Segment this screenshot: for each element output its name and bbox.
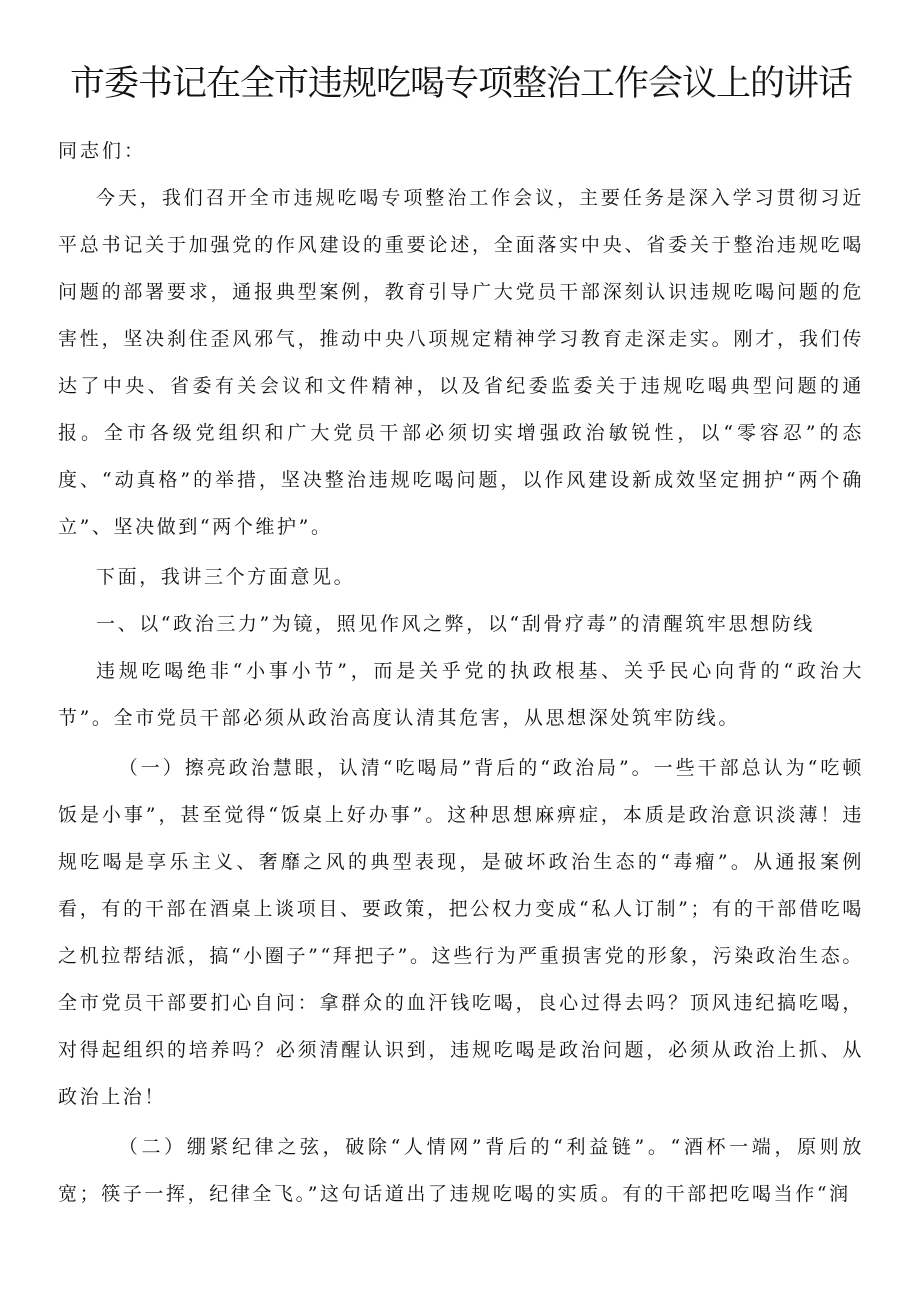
paragraph-outline: 下面，我讲三个方面意见。 (96, 566, 356, 588)
salutation: 同志们： (58, 140, 147, 162)
paragraph-section-one-lead: 违规吃喝绝非“小事小节”，而是关乎党的执政根基、关乎民心向背的“政治大节”。全市党员干部必须从政治高度认清其危害，从思想深处筑牢防线。 (58, 660, 864, 729)
paragraph-subsection-two: （二）绷紧纪律之弦，破除“人情网”背后的“利益链”。“酒杯一端，原则放宽；筷子一挥，纪律全飞。”这句话道出了违规吃喝的实质。有的干部把吃喝当作“润 (58, 1136, 864, 1205)
paragraph-subsection-one: （一）擦亮政治慧眼，认清“吃喝局”背后的“政治局”。一些干部总认为“吃顿饭是小事”，甚至觉得“饭桌上好办事”。这种思想麻痹症，本质是政治意识淡薄！违规吃喝是享乐主义、奢靡之风的典型表现，是破坏政治生态的“毒瘤”。从通报案例看，有的干部在酒桌上谈项目、要政策，把公权力变成“私人订制”；有的干部借吃喝之机拉帮结派，搞“小圈子”“拜把子”。这些行为严重损害党的形象，污染政治生态。全市党员干部要扪心自问：拿群众的血汗钱吃喝，良心过得去吗？顶风违纪搞吃喝，对得起组织的培养吗？必须清醒认识到，违规吃喝是政治问题，必须从政治上抓、从政治上治！ (58, 757, 864, 1108)
document-title: 市委书记在全市违规吃喝专项整治工作会议上的讲话 (69, 64, 852, 104)
paragraph-intro: 今天，我们召开全市违规吃喝专项整治工作会议，主要任务是深入学习贯彻习近平总书记关于加强党的作风建设的重要论述，全面落实中央、省委关于整治违规吃喝问题的部署要求，通报典型案例，教育引导广大党员干部深刻认识违规吃喝问题的危害性，坚决刹住歪风邪气，推动中央八项规定精神学习教育走深走实。刚才，我们传达了中央、省委有关会议和文件精神，以及省纪委监委关于违规吃喝典型问题的通报。全市各级党组织和广大党员干部必须切实增强政治敏锐性，以“零容忍”的态度、“动真格”的举措，坚决整治违规吃喝问题，以作风建设新成效坚定拥护“两个确立”、坚决做到“两个维护”。 (58, 187, 864, 538)
section-heading-one: 一、以“政治三力”为镜，照见作风之弊，以“刮骨疗毒”的清醒筑牢思想防线 (96, 613, 815, 635)
